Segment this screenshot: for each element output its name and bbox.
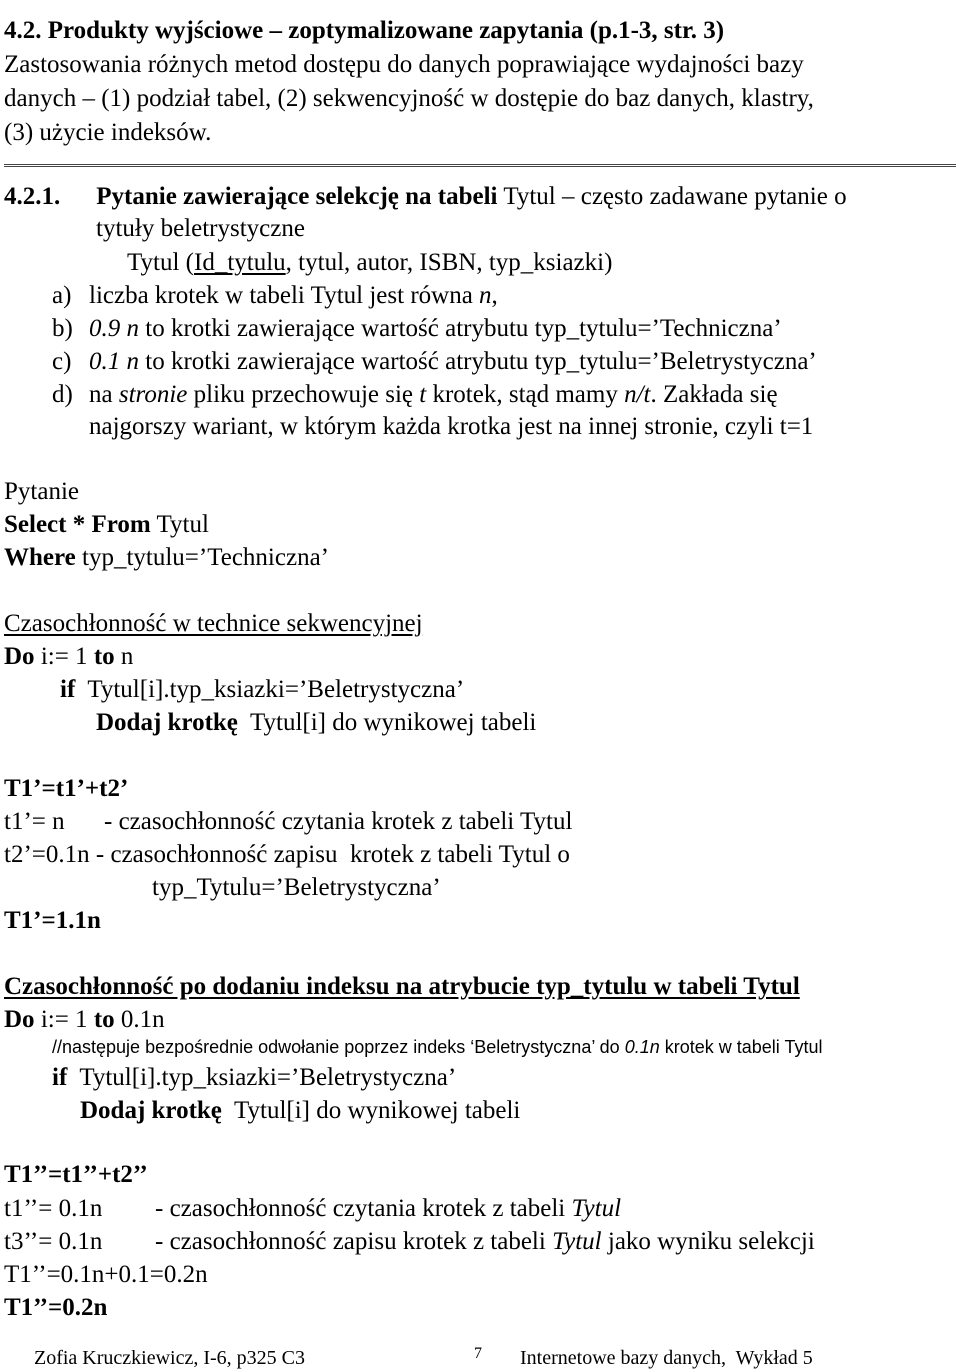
item-d-italic1: stronie bbox=[118, 381, 188, 408]
add-keyword: Dodaj krotkę bbox=[96, 709, 238, 736]
intro-line-1: Zastosowania różnych metod dostępu do danych poprawiające wydajności bazy bbox=[4, 51, 804, 78]
item-b-body: to krotki zawierające wartość atrybutu typ_tytulu=’Techniczna’ bbox=[139, 315, 782, 342]
where-keyword: Where bbox=[4, 544, 76, 571]
t3-desc: - czasochłonność zapisu krotek z tabeli bbox=[155, 1228, 553, 1255]
do-limit: n bbox=[114, 643, 134, 670]
do-init: i:= 1 bbox=[34, 643, 94, 670]
item-a-var: n bbox=[479, 282, 492, 309]
sequential-heading: Czasochłonność w technice sekwencyjnej bbox=[4, 610, 423, 637]
item-a-marker: a) bbox=[52, 282, 72, 309]
comment-tail: krotek w tabeli Tytul bbox=[659, 1037, 823, 1057]
if-keyword: if bbox=[60, 676, 76, 703]
schema-primary-key: Id_tytulu bbox=[194, 249, 286, 276]
indexed-sum: T1’’=0.1n+0.1=0.2n bbox=[4, 1261, 208, 1288]
item-d-italic3: n/t bbox=[624, 381, 651, 408]
indexed-t1-b bbox=[155, 1196, 621, 1221]
to-keyword: to bbox=[93, 1006, 115, 1033]
schema-rest: , tytul, autor, ISBN, typ_ksiazki) bbox=[285, 249, 613, 276]
do-limit: 0.1n bbox=[114, 1006, 165, 1033]
item-b-marker: b) bbox=[52, 315, 73, 342]
if-keyword: if bbox=[52, 1064, 68, 1091]
t3-tail: jako wyniku selekcji bbox=[601, 1228, 815, 1255]
subsection-number: 4.2.1. bbox=[4, 183, 61, 210]
t3-table: Tytul bbox=[552, 1228, 602, 1255]
select-table: Tytul bbox=[150, 511, 209, 538]
item-d-marker: d) bbox=[52, 381, 73, 408]
do-keyword: Do bbox=[4, 1006, 35, 1033]
if-condition: Tytul[i].typ_ksiazki=’Beletrystyczna’ bbox=[75, 676, 465, 703]
sequential-t1-a: t1’= n bbox=[4, 808, 65, 835]
add-keyword: Dodaj krotkę bbox=[80, 1097, 222, 1124]
item-c-text bbox=[89, 349, 817, 374]
item-a-text bbox=[89, 283, 498, 308]
subsection-title-cont: tytuły beletrystyczne bbox=[96, 215, 305, 242]
item-d-text bbox=[89, 382, 778, 407]
sequential-do-line bbox=[4, 644, 133, 669]
t1-table: Tytul bbox=[571, 1195, 622, 1222]
item-b-text bbox=[89, 316, 782, 341]
item-d-part1: na bbox=[89, 381, 119, 408]
item-d-part4: . Zakłada się bbox=[650, 381, 778, 408]
item-c-fraction: 0.1 n bbox=[89, 348, 139, 375]
sequential-t2-cont: typ_Tytulu=’Beletrystyczna’ bbox=[152, 874, 441, 901]
item-d-part2: pliku przechowuje się bbox=[187, 381, 420, 408]
indexed-t3-a: t3’’= 0.1n bbox=[4, 1228, 103, 1255]
subsection-title-bold: Pytanie zawierające selekcję na tabeli bbox=[96, 183, 498, 210]
t1-desc: - czasochłonność czytania krotek z tabeli bbox=[155, 1195, 572, 1222]
add-target: Tytul[i] do wynikowej tabeli bbox=[221, 1097, 521, 1124]
query-select bbox=[4, 512, 209, 537]
sequential-formula: T1’=t1’+t2’ bbox=[4, 775, 129, 802]
indexed-heading: Czasochłonność po dodaniu indeksu na atrybucie typ_tytulu w tabeli Tytul bbox=[4, 973, 800, 1000]
item-c-body: to krotki zawierające wartość atrybutu typ_tytulu=’Beletrystyczna’ bbox=[139, 348, 817, 375]
item-c-marker: c) bbox=[52, 348, 72, 375]
divider bbox=[4, 164, 956, 167]
subsection-title-rest: Tytul – często zadawane pytanie o bbox=[497, 183, 847, 210]
item-a-body: liczba krotek w tabeli Tytul jest równa bbox=[89, 282, 480, 309]
item-d-italic2: t bbox=[419, 381, 427, 408]
intro-line-3: (3) użycie indeksów. bbox=[4, 119, 212, 146]
sequential-add-line bbox=[96, 710, 536, 735]
indexed-result: T1’’=0.2n bbox=[4, 1294, 108, 1321]
comment-text: //następuje bezpośrednie odwołanie poprzez indeks ‘Beletrystyczna’ do bbox=[52, 1037, 625, 1057]
indexed-comment bbox=[52, 1038, 822, 1056]
schema-line bbox=[127, 250, 612, 275]
add-target: Tytul[i] do wynikowej tabeli bbox=[237, 709, 537, 736]
item-a-tail: , bbox=[491, 282, 498, 309]
schema-prefix: Tytul ( bbox=[127, 249, 194, 276]
comment-fraction: 0.1n bbox=[624, 1037, 660, 1057]
query-label: Pytanie bbox=[4, 478, 79, 505]
do-init: i:= 1 bbox=[34, 1006, 94, 1033]
sequential-t2: t2’=0.1n - czasochłonność zapisu krotek z tabeli Tytul o bbox=[4, 841, 570, 868]
indexed-t3-b bbox=[155, 1229, 815, 1254]
item-d-cont: najgorszy wariant, w którym każda krotka jest na innej stronie, czyli t=1 bbox=[89, 413, 814, 440]
where-condition: typ_tytulu=’Techniczna’ bbox=[75, 544, 329, 571]
sequential-result: T1’=1.1n bbox=[4, 907, 101, 934]
section-heading: 4.2. Produkty wyjściowe – zoptymalizowane zapytania (p.1-3, str. 3) bbox=[4, 17, 725, 44]
item-b-fraction: 0.9 n bbox=[89, 315, 139, 342]
sequential-t1-b: - czasochłonność czytania krotek z tabeli Tytul bbox=[104, 808, 573, 835]
intro-line-2: danych – (1) podział tabel, (2) sekwencyjność w dostępie do baz danych, klastry, bbox=[4, 85, 814, 112]
to-keyword: to bbox=[93, 643, 115, 670]
footer-course: Internetowe bazy danych, Wykład 5 bbox=[520, 1347, 813, 1369]
do-keyword: Do bbox=[4, 643, 35, 670]
indexed-do-line bbox=[4, 1007, 165, 1032]
footer-page-number: 7 bbox=[474, 1345, 482, 1362]
query-where bbox=[4, 545, 329, 570]
indexed-add-line bbox=[80, 1098, 520, 1123]
indexed-t1-a: t1’’= 0.1n bbox=[4, 1195, 103, 1222]
select-keyword: Select * From bbox=[4, 511, 151, 538]
subsection-title-line bbox=[4, 184, 847, 209]
item-d-part3: krotek, stąd mamy bbox=[426, 381, 625, 408]
indexed-formula: T1’’=t1’’+t2’’ bbox=[4, 1161, 148, 1188]
indexed-if-line bbox=[52, 1065, 456, 1090]
footer-author: Zofia Kruczkiewicz, I-6, p325 C3 bbox=[34, 1347, 306, 1369]
sequential-if-line bbox=[60, 677, 464, 702]
if-condition: Tytul[i].typ_ksiazki=’Beletrystyczna’ bbox=[67, 1064, 457, 1091]
